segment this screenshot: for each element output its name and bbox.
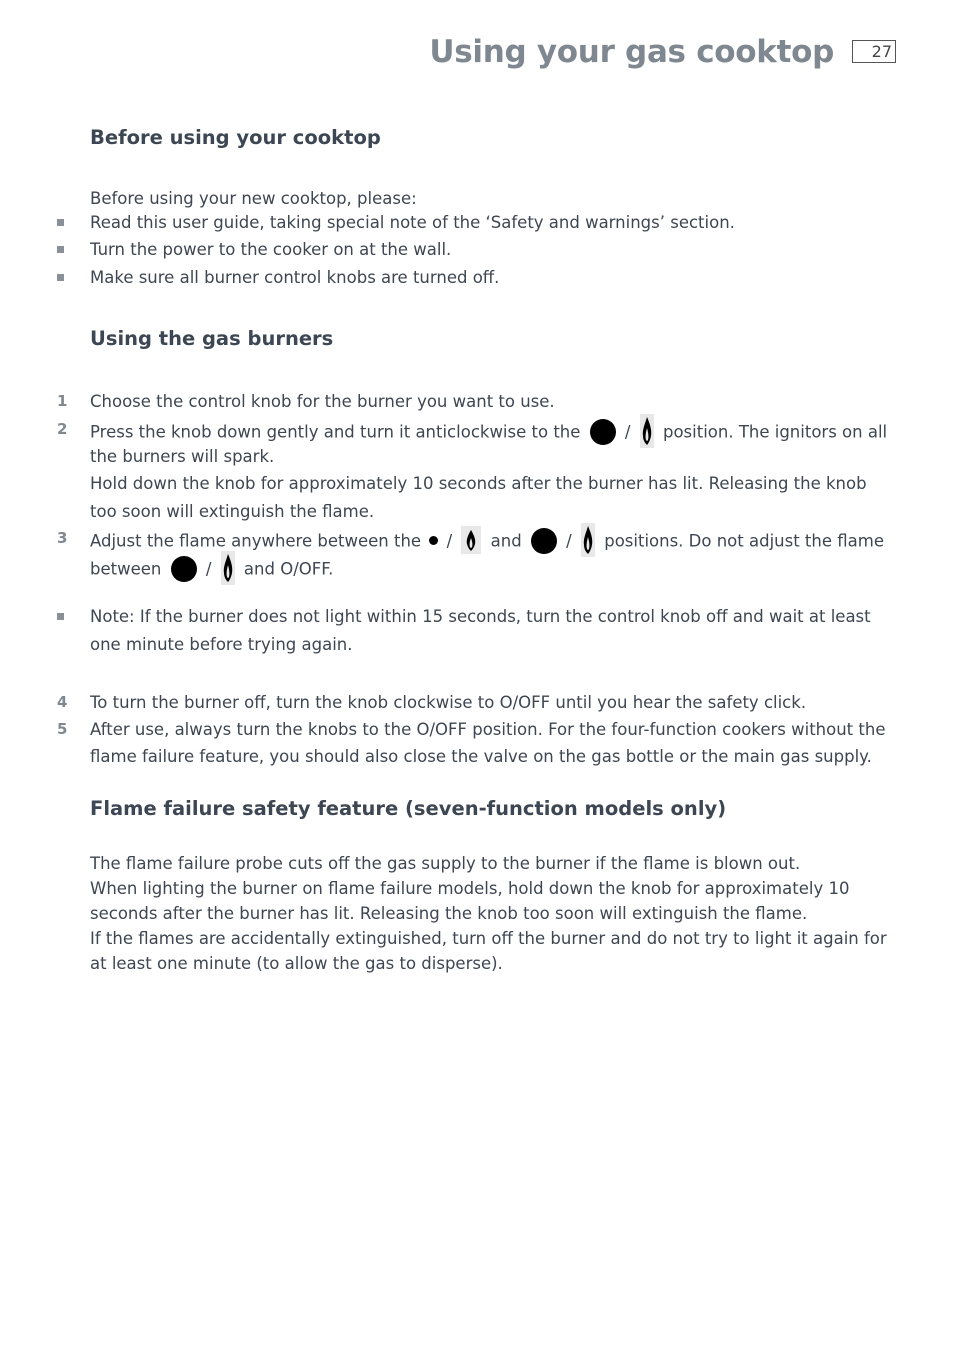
- step-1-text: Choose the control knob for the burner you want to use.: [90, 392, 555, 411]
- step-number: 5: [57, 720, 68, 738]
- step-5-line-1: After use, always turn the knobs to the O/OFF position. For the four-function cookers without the: [90, 720, 886, 739]
- bullet-marker: [57, 613, 64, 620]
- step-number: 1: [57, 392, 68, 410]
- slash-separator: /: [566, 531, 572, 551]
- note-line-1: Note: If the burner does not light within 15 seconds, turn the control knob off and wait at least: [90, 607, 871, 626]
- step-number: 3: [57, 529, 68, 547]
- slash-separator: /: [205, 559, 212, 579]
- bullet-item: Read this user guide, taking special note of the ‘Safety and warnings’ section.: [90, 213, 735, 232]
- step-2-line-2: the burners will spark.: [90, 447, 275, 466]
- and-text: and: [490, 531, 522, 551]
- bullet-item: Make sure all burner control knobs are turned off.: [90, 268, 500, 287]
- large-flame-dot-icon: [590, 419, 616, 445]
- section-heading-before-using: Before using your cooktop: [90, 126, 381, 149]
- small-flame-icon: [461, 526, 481, 554]
- bullet-marker: [57, 274, 64, 281]
- large-flame-dot-icon: [531, 528, 557, 554]
- flame-failure-line: When lighting the burner on flame failure models, hold down the knob for approximately 10: [90, 879, 850, 898]
- flame-failure-line: If the flames are accidentally extinguished, turn off the burner and do not try to light it again for: [90, 929, 887, 948]
- flame-failure-line: The flame failure probe cuts off the gas supply to the burner if the flame is blown out.: [90, 854, 801, 873]
- step-3-text-part2: positions. Do not adjust the flame: [604, 531, 884, 551]
- flame-failure-line: at least one minute (to allow the gas to disperse).: [90, 954, 503, 973]
- large-flame-dot-icon: [171, 556, 197, 582]
- bullet-item: Turn the power to the cooker on at the wall.: [90, 240, 452, 259]
- between-text: between: [90, 559, 162, 579]
- step-2-line-3: Hold down the knob for approximately 10 seconds after the burner has lit. Releasing the knob: [90, 474, 867, 493]
- step-3-line-2: [90, 551, 910, 589]
- step-3-text-end: and O/OFF.: [243, 559, 334, 579]
- flame-failure-line: seconds after the burner has lit. Releasing the knob too soon will extinguish the flame.: [90, 904, 808, 923]
- page-header: [429, 30, 896, 74]
- section-heading-gas-burners: Using the gas burners: [90, 327, 334, 350]
- step-3-text-part1: Adjust the flame anywhere between the: [90, 531, 422, 551]
- page-number: 27: [852, 40, 896, 63]
- slash-separator: /: [624, 422, 631, 442]
- intro-text: Before using your new cooktop, please:: [90, 189, 417, 208]
- step-2-text-before: Press the knob down gently and turn it anticlockwise to the: [90, 422, 581, 442]
- large-flame-icon: [221, 551, 235, 585]
- bullet-marker: [57, 219, 64, 226]
- step-2-line-4: too soon will extinguish the flame.: [90, 502, 375, 521]
- step-number: 2: [57, 420, 68, 438]
- bullet-marker: [57, 246, 64, 253]
- section-heading-flame-failure: Flame failure safety feature (seven-function models only): [90, 797, 727, 820]
- step-2-text-after: position. The ignitors on all: [662, 422, 888, 442]
- note-line-2: one minute before trying again.: [90, 635, 353, 654]
- page-title: Using your gas cooktop: [429, 34, 834, 70]
- step-number: 4: [57, 693, 68, 711]
- small-flame-dot-icon: [429, 536, 438, 545]
- step-4-text: To turn the burner off, turn the knob clockwise to O/OFF until you hear the safety click.: [90, 693, 807, 712]
- slash-separator: /: [446, 531, 453, 551]
- step-5-line-2: flame failure feature, you should also close the valve on the gas bottle or the main gas supply.: [90, 747, 872, 766]
